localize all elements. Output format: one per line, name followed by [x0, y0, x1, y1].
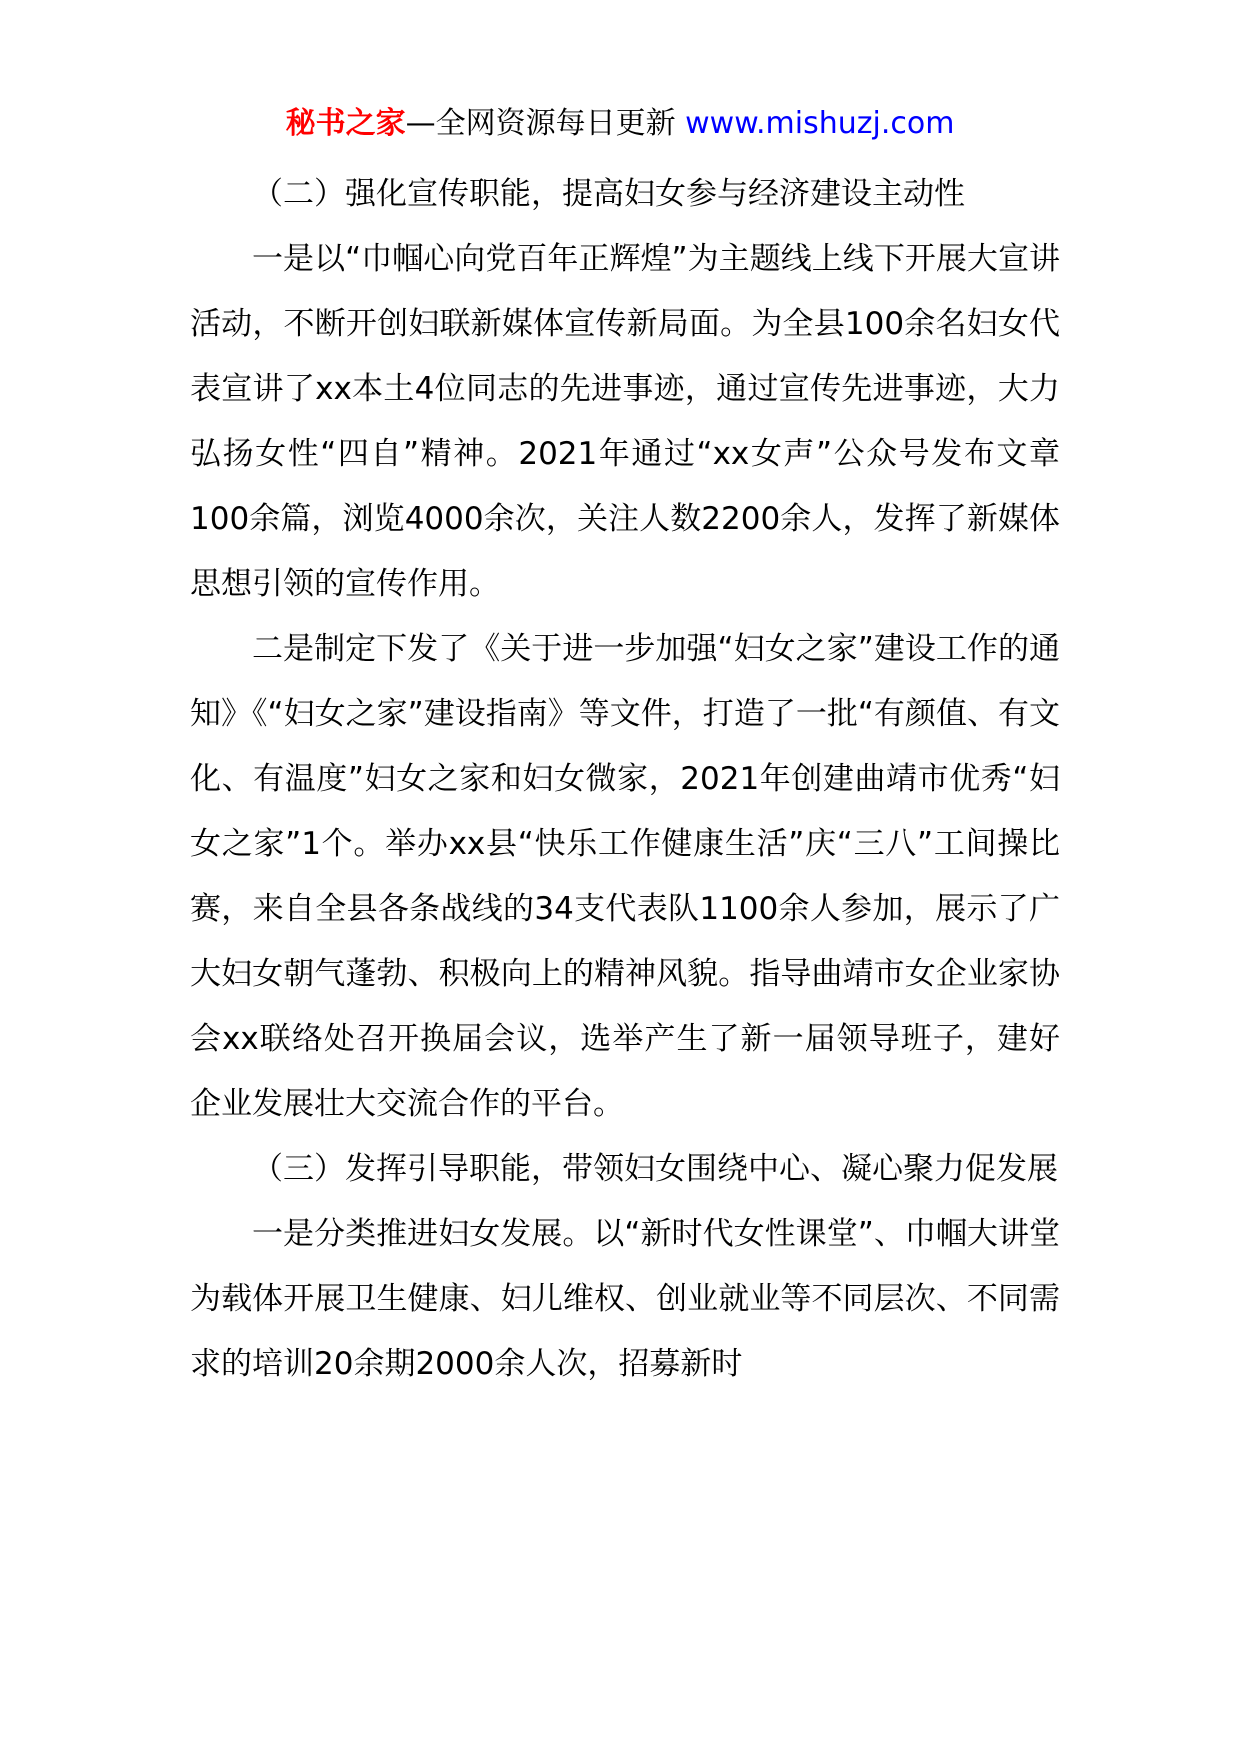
site-url-link[interactable]: www.mishuzj.com — [685, 106, 955, 141]
site-header — [0, 104, 1240, 144]
section-heading-3: （三）发挥引导职能，带领妇女围绕中心、凝心聚力促发展 — [252, 1151, 1058, 1187]
header-tagline: —全网资源每日更新 — [405, 106, 676, 141]
brand-name: 秘书之家 — [285, 106, 406, 141]
paragraph-development-1: 一是分类推进妇女发展。以“新时代女性课堂”、巾帼大讲堂为载体开展卫生健康、妇儿维权、创业就业等不同层次、不同需求的培训20余期2000余人次，招募新时 — [190, 1216, 1060, 1382]
document-body — [190, 162, 1060, 1397]
paragraph-propaganda-1: 一是以“巾帼心向党百年正辉煌”为主题线上线下开展大宣讲活动，不断开创妇联新媒体宣传新局面。为全县100余名妇女代表宣讲了xx本土4位同志的先进事迹，通过宣传先进事迹，大力弘扬女性“四自”精神。2021年通过“xx女声”公众号发布文章100余篇，浏览4000余次，关注人数2200余人，发挥了新媒体思想引领的宣传作用。 — [190, 241, 1060, 602]
section-heading-2: （二）强化宣传职能，提高妇女参与经济建设主动性 — [252, 176, 965, 212]
paragraph-propaganda-2: 二是制定下发了《关于进一步加强“妇女之家”建设工作的通知》《“妇女之家”建设指南》等文件，打造了一批“有颜值、有文化、有温度”妇女之家和妇女微家，2021年创建曲靖市优秀“妇女之家”1个。举办xx县“快乐工作健康生活”庆“三八”工间操比赛，来自全县各条战线的34支代表队1100余人参加，展示了广大妇女朝气蓬勃、积极向上的精神风貌。指导曲靖市女企业家协会xx联络处召开换届会议，选举产生了新一届领导班子，建好企业发展壮大交流合作的平台。 — [190, 631, 1060, 1122]
